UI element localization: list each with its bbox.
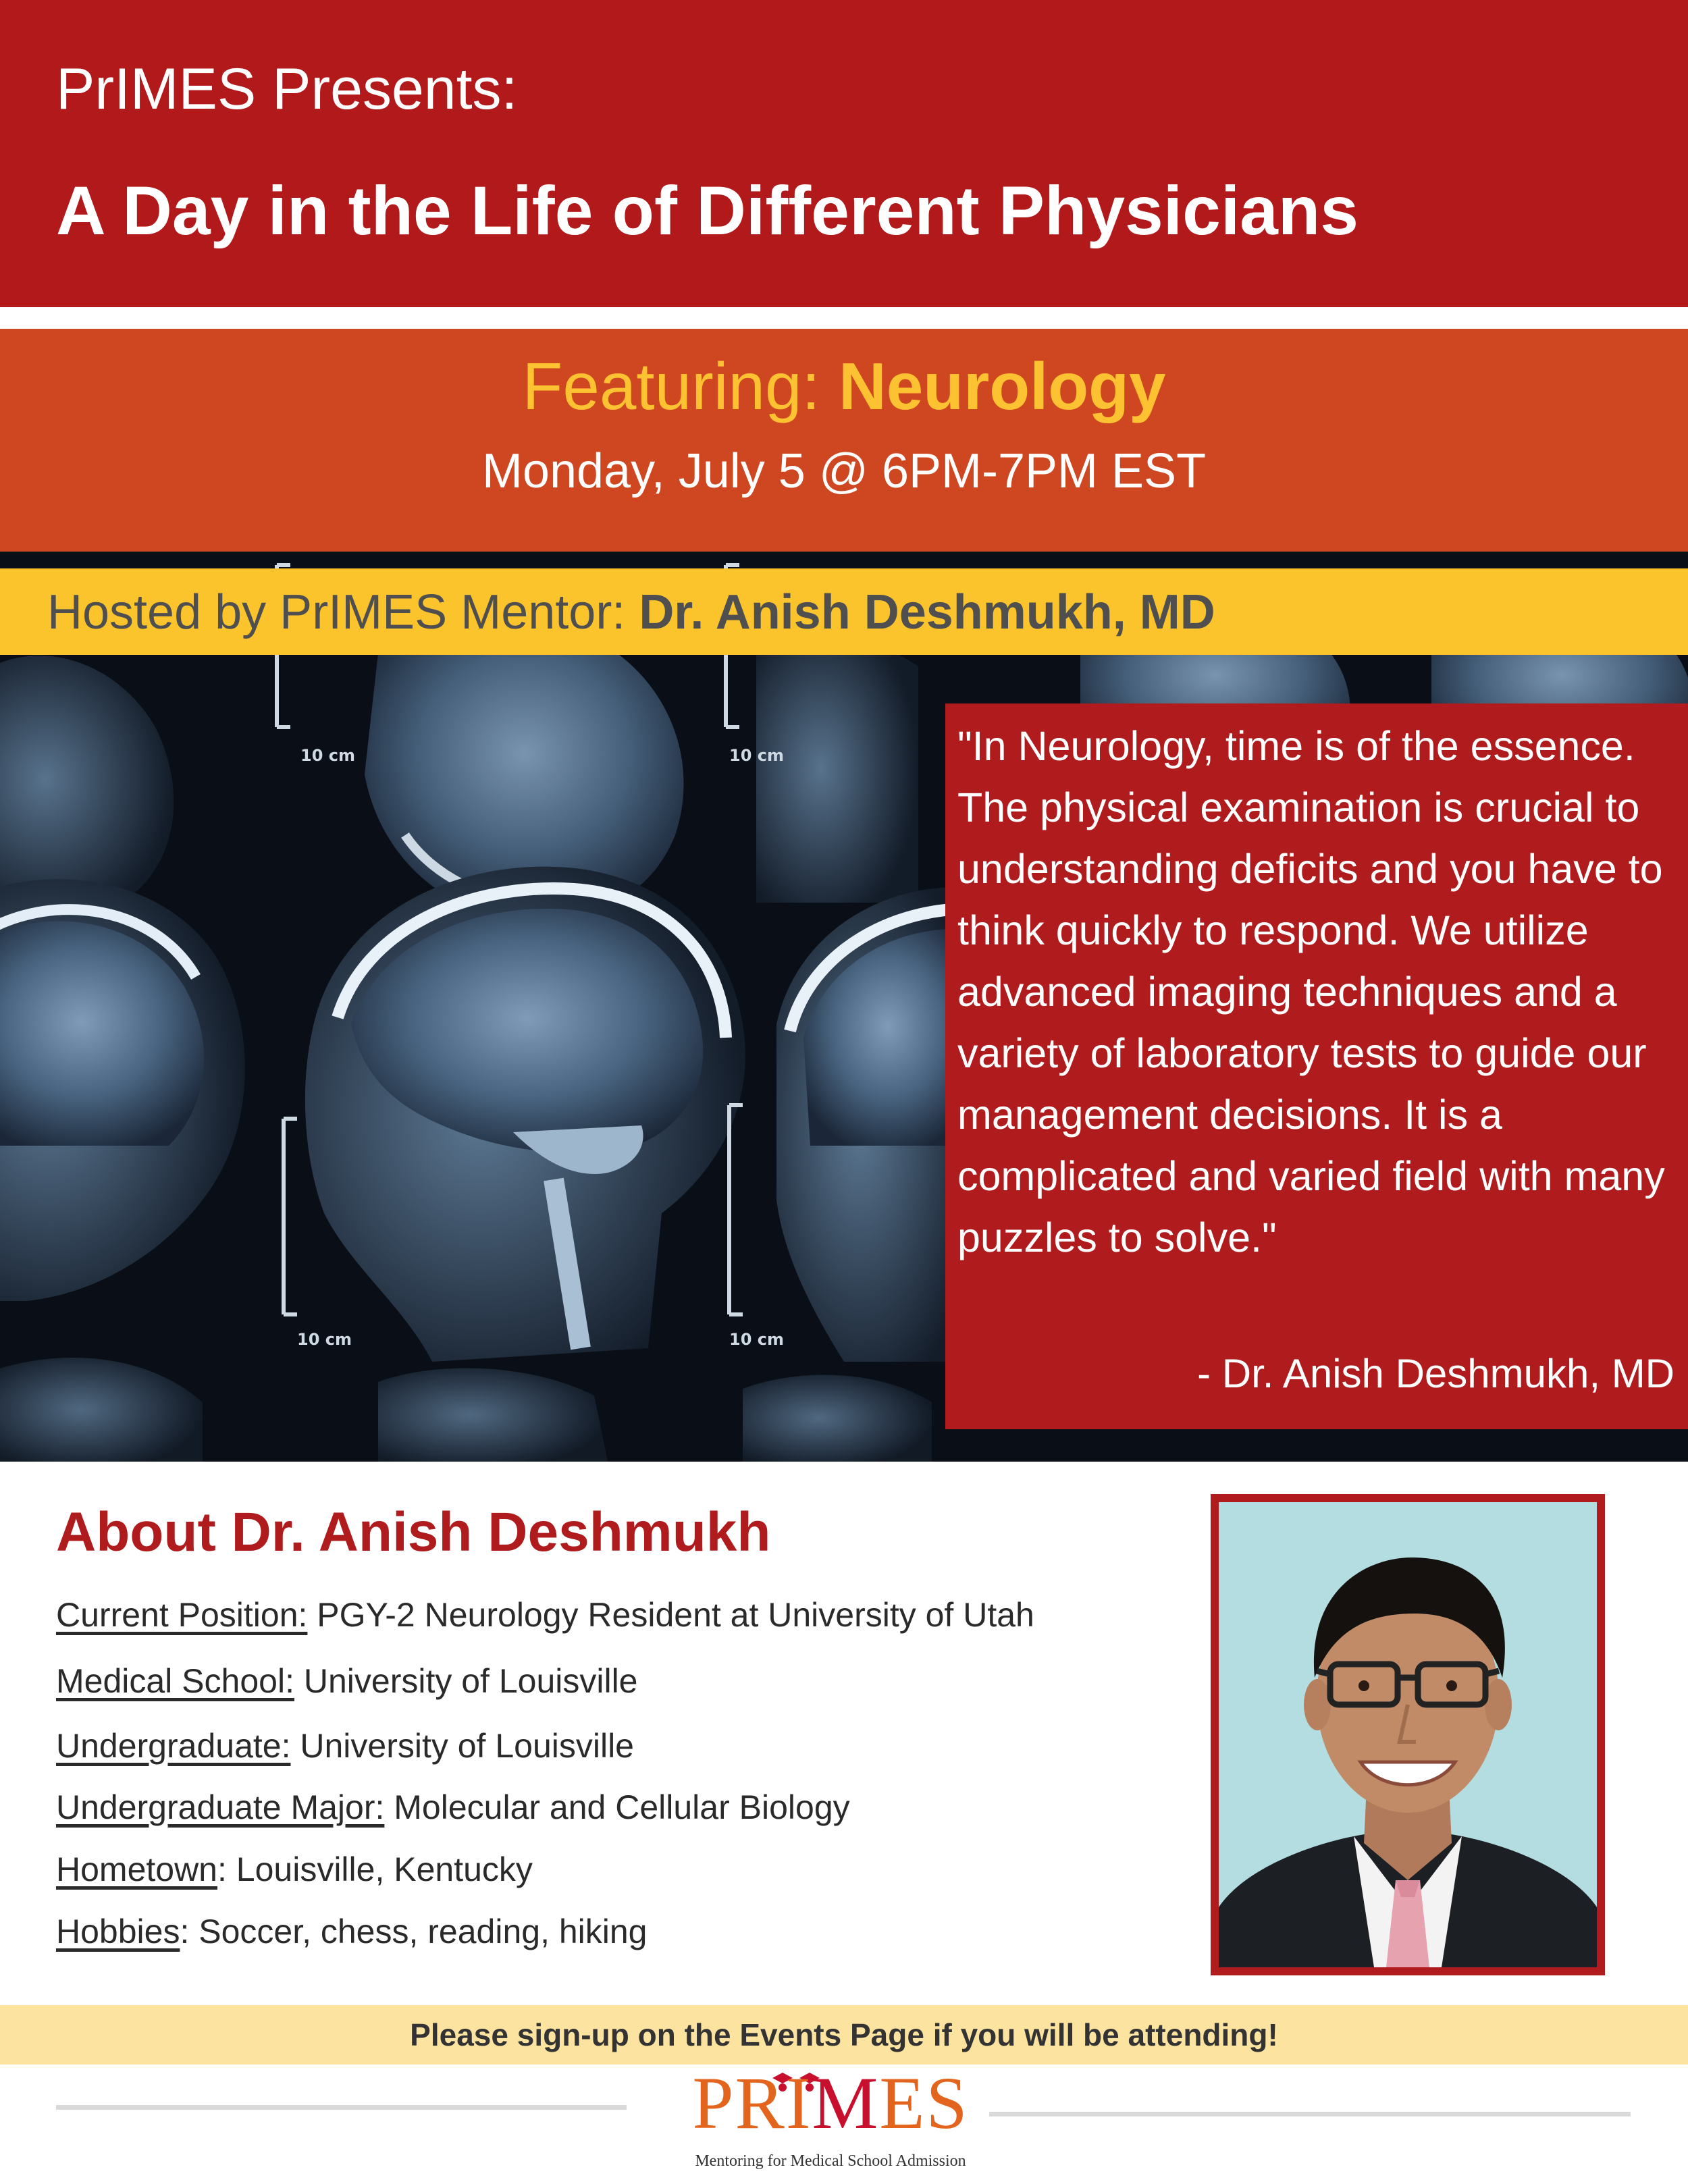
about-heading: About Dr. Anish Deshmukh [56, 1501, 771, 1563]
about-row-hobbies [56, 1910, 648, 1953]
event-date: Monday, July 5 @ 6PM-7PM EST [481, 444, 1207, 498]
about-label: Undergraduate Major: [56, 1788, 385, 1826]
about-row-major [56, 1786, 850, 1829]
page-title: A Day in the Life of Different Physicians [56, 172, 1359, 249]
logo-part-2: M [812, 2062, 880, 2144]
about-label: Hometown [56, 1850, 217, 1888]
footer-rule-right [989, 2112, 1631, 2116]
about-value: PGY-2 Neurology Resident at University of Utah [307, 1596, 1034, 1634]
header-pre-title: PrIMES Presents: [56, 57, 518, 122]
mri-scale-label: 10 cm [300, 746, 355, 765]
mri-scale-label: 10 cm [297, 1330, 352, 1349]
feature-topic: Neurology [838, 349, 1166, 423]
feature-prefix: Featuring: [522, 349, 839, 423]
about-value: : Soccer, chess, reading, hiking [180, 1913, 648, 1950]
mri-scale-label: 10 cm [729, 746, 784, 765]
about-label: Undergraduate: [56, 1727, 291, 1765]
logo-part-1: PRI [692, 2062, 812, 2144]
about-label: Current Position: [56, 1596, 308, 1634]
about-row-position [56, 1593, 1034, 1636]
about-value: Molecular and Cellular Biology [384, 1788, 850, 1826]
about-row-medical-school [56, 1659, 638, 1703]
host-name: Dr. Anish Deshmukh, MD [639, 585, 1215, 639]
logo-tagline: Mentoring for Medical School Admission [695, 2152, 966, 2170]
signup-text: Please sign-up on the Events Page if you will be attending! [410, 2017, 1278, 2052]
logo-part-3: ES [879, 2062, 969, 2144]
feature-line [0, 348, 1688, 425]
about-value: : Louisville, Kentucky [217, 1850, 533, 1888]
quote-author: - Dr. Anish Deshmukh, MD [1197, 1351, 1674, 1396]
host-prefix: Hosted by PrIMES Mentor: [47, 585, 639, 639]
about-label: Hobbies [56, 1913, 180, 1950]
about-label: Medical School: [56, 1662, 294, 1700]
about-row-hometown [56, 1848, 533, 1891]
mri-scale-label: 10 cm [729, 1330, 784, 1349]
header-banner [0, 0, 1688, 307]
host-line [47, 582, 1215, 643]
primes-logo [689, 2062, 972, 2143]
mentor-photo [1219, 1502, 1597, 1967]
quote-text: "In Neurology, time is of the essence. The physical examination is crucial to understanding deficits and you have to think quickly to respond. We utilize advanced imaging techniques and a variety of laboratory tests to guide our management decisions. It is a complicated and varied field with many puzzles to solve." [957, 723, 1665, 1260]
about-row-undergraduate [56, 1724, 634, 1767]
about-value: University of Louisville [290, 1727, 634, 1765]
about-value: University of Louisville [294, 1662, 638, 1700]
footer-rule-left [56, 2105, 627, 2110]
